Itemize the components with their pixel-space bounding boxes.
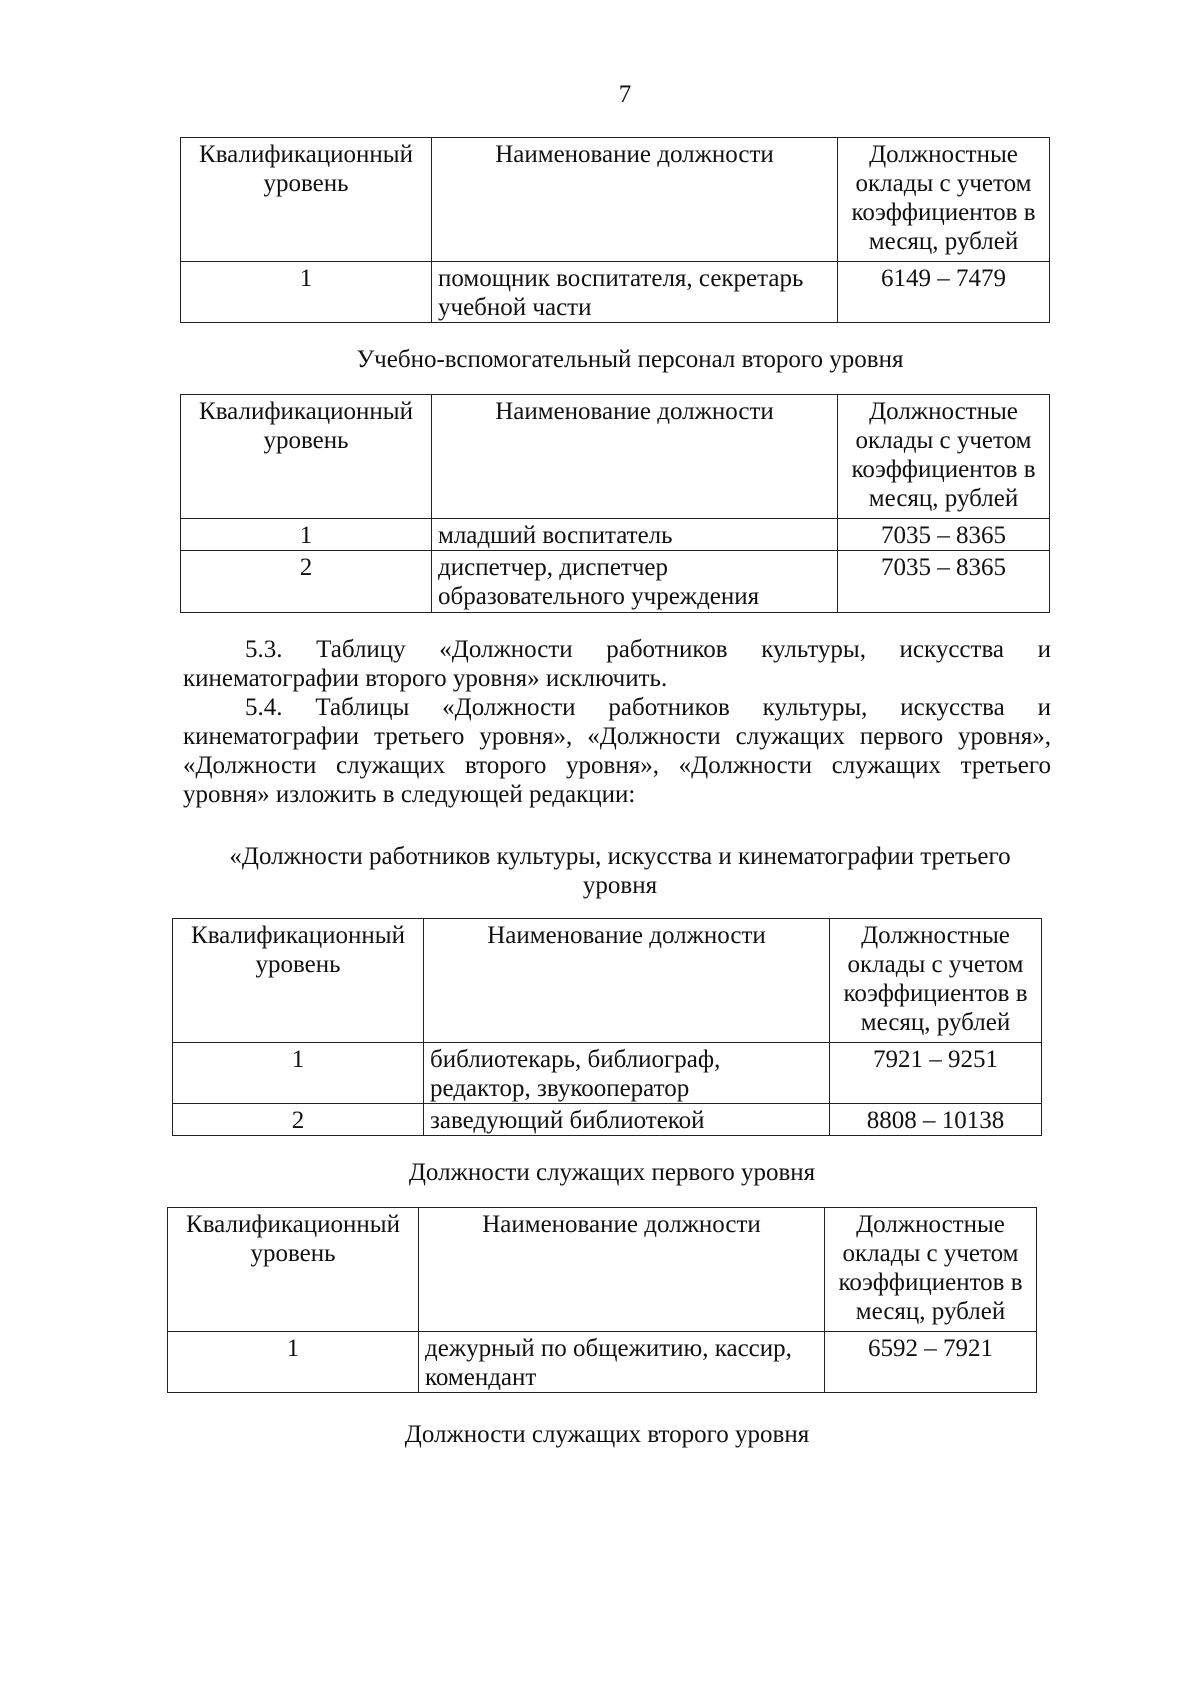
row-salary: 6592 – 7921 [825, 1332, 1037, 1393]
row-level: 1 [181, 519, 432, 551]
header-salary: Должностные оклады с учетом коэффициентов в месяц, рублей [838, 138, 1050, 262]
row-position-name: библиотекарь, библиограф, редактор, звукооператор [424, 1043, 830, 1104]
paragraph-line: «Должности служащих второго уровня», «Должности служащих третьего [183, 752, 1051, 779]
paragraph-line: кинематографии второго уровня» исключить. [183, 665, 668, 692]
header-position-name: Наименование должности [419, 1208, 825, 1332]
paragraph-line: уровня» изложить в следующей редакции: [183, 781, 636, 808]
table-row [173, 1043, 1042, 1104]
row-salary: 7035 – 8365 [838, 551, 1050, 613]
header-level: Квалификационный уровень [181, 395, 432, 519]
table-header-row [181, 138, 1050, 262]
table-header-row [168, 1208, 1037, 1332]
row-position-name: диспетчер, диспетчер образовательного учреждения [432, 551, 838, 613]
paragraph-line: кинематографии третьего уровня», «Должности служащих первого уровня», [183, 723, 1051, 750]
salary-table-1 [180, 137, 1050, 323]
row-level: 1 [168, 1332, 419, 1393]
header-level: Квалификационный уровень [168, 1208, 419, 1332]
paragraph-line: 5.3. Таблицу «Должности работников культуры, искусства и [245, 636, 1051, 663]
caption-line: «Должности работников культуры, искусства и кинематографии третьего [229, 843, 1011, 870]
header-level: Квалификационный уровень [181, 138, 432, 262]
caption-support-staff-level-2: Учебно-вспомогательный персонал второго уровня [356, 346, 904, 373]
header-level: Квалификационный уровень [173, 919, 424, 1043]
paragraph-5-4 [183, 693, 1051, 809]
table-header-row [181, 395, 1050, 519]
salary-table-4 [167, 1207, 1037, 1393]
paragraph-5-3 [183, 635, 1051, 693]
header-salary: Должностные оклады с учетом коэффициентов в месяц, рублей [825, 1208, 1037, 1332]
row-position-name: дежурный по общежитию, кассир, комендант [419, 1332, 825, 1393]
caption-line: уровня [582, 872, 658, 899]
header-position-name: Наименование должности [424, 919, 830, 1043]
row-level: 2 [181, 551, 432, 613]
table-row [181, 262, 1050, 323]
caption-employees-level-1: Должности служащих первого уровня [408, 1159, 816, 1186]
table-row [168, 1332, 1037, 1393]
paragraph-line: 5.4. Таблицы «Должности работников культуры, искусства и [245, 694, 1051, 721]
caption-employees-level-2: Должности служащих второго уровня [404, 1421, 810, 1448]
caption-culture-workers-level-3 [180, 842, 1060, 900]
row-salary: 6149 – 7479 [838, 262, 1050, 323]
header-position-name: Наименование должности [432, 395, 838, 519]
row-position-name: заведующий библиотекой [424, 1104, 830, 1136]
row-salary: 7921 – 9251 [830, 1043, 1042, 1104]
row-salary: 7035 – 8365 [838, 519, 1050, 551]
table-row [181, 519, 1050, 551]
table-row [173, 1104, 1042, 1136]
salary-table-2 [180, 394, 1050, 613]
table-header-row [173, 919, 1042, 1043]
header-position-name: Наименование должности [432, 138, 838, 262]
table-row [181, 551, 1050, 613]
header-salary: Должностные оклады с учетом коэффициентов в месяц, рублей [830, 919, 1042, 1043]
row-position-name: младший воспитатель [432, 519, 838, 551]
row-level: 1 [181, 262, 432, 323]
row-salary: 8808 – 10138 [830, 1104, 1042, 1136]
salary-table-3 [172, 918, 1042, 1136]
row-position-name: помощник воспитателя, секретарь учебной части [432, 262, 838, 323]
row-level: 1 [173, 1043, 424, 1104]
header-salary: Должностные оклады с учетом коэффициентов в месяц, рублей [838, 395, 1050, 519]
page-number: 7 [618, 81, 632, 108]
row-level: 2 [173, 1104, 424, 1136]
